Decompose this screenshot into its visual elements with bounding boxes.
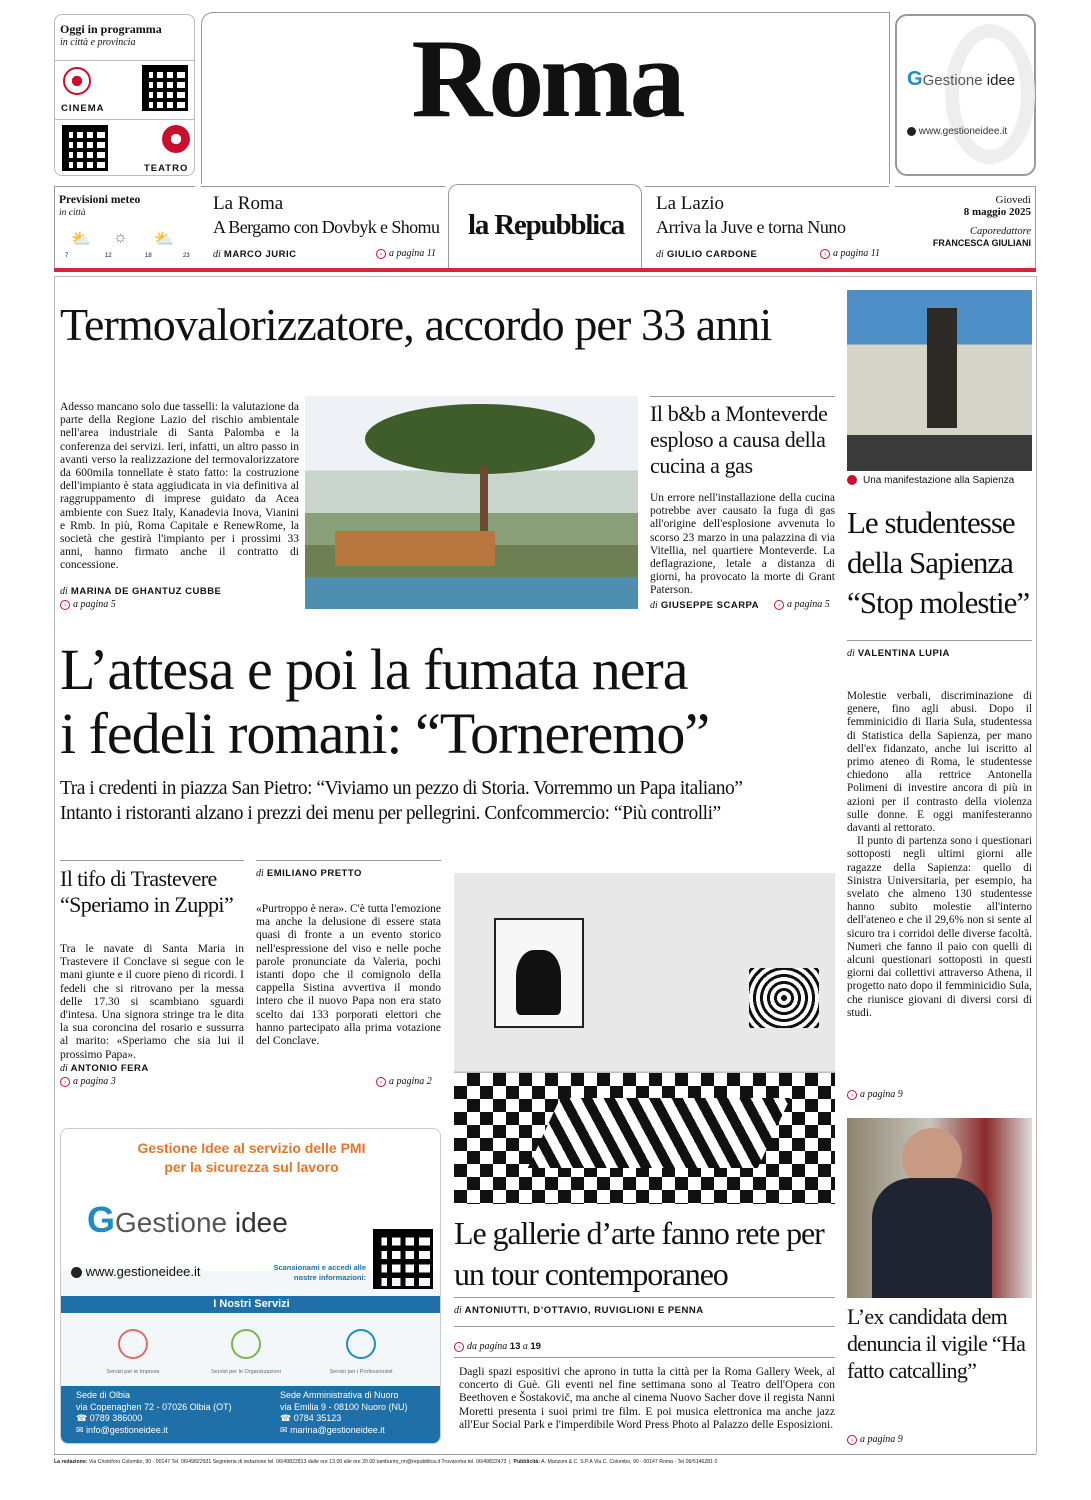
ad-bottom-servizi: I Nostri Servizi (61, 1296, 441, 1313)
programma-subtitle: in città e provincia (60, 37, 136, 48)
teatro-label[interactable]: TEATRO (144, 163, 189, 174)
dateline-editor: FRANCESCA GIULIANI (932, 238, 1031, 248)
meteo-hour: 7 (65, 253, 69, 259)
servizio-organizzazioni[interactable]: Servizi per le Organizzazioni (211, 1369, 281, 1375)
strip-roma-headline: A Bergamo con Dovbyk e Shomu (213, 217, 440, 237)
ad-watermark-shape (945, 24, 1035, 164)
rule (847, 640, 1032, 641)
ad-bottom-qr[interactable] (373, 1229, 433, 1289)
rule (454, 1357, 835, 1358)
uniform-shape (872, 1178, 992, 1298)
bnb-byline: di GIUSEPPE SCARPA (650, 600, 760, 611)
ad-top-url[interactable]: www.gestioneidee.it (907, 126, 1007, 137)
vigile-headline[interactable]: L’ex candidata dem denuncia il vigile “Ha fatto catcalling” (847, 1304, 1026, 1383)
silhouette-shape (516, 950, 561, 1015)
gallerie-headline[interactable]: Le gallerie d’arte fanno rete per un tour contemporaneo (454, 1215, 824, 1292)
meteo-hour: 23 (183, 253, 190, 259)
fumata-headline-1[interactable]: L’attesa e poi la fumata nera (60, 637, 688, 702)
lead-headline[interactable]: Termovalorizzatore, accordo per 33 anni (60, 299, 772, 350)
frame-right (1036, 276, 1037, 1454)
rule (54, 1454, 1036, 1455)
strip-lazio[interactable] (645, 186, 889, 268)
vigile-photo (847, 1118, 1032, 1298)
gallerie-body: Dagli spazi espositivi che aprono in tutta la città per la Roma Gallery Week, al concerto di Guè. Gli eventi nel fine settimana sono al Teatro dell'Opera con Beethoven e Šostakovič, ma anche al cinema Nuovo Sacher dove il regista Nanni Moretti presenta i suoi primi tre film. E poi musica elettronica ma anche jazz all'Eur Social Park e l'imperdibile Word Press Photo al Palazzo delle Esposizioni. (459, 1366, 835, 1431)
building-shape (335, 531, 495, 566)
masthead (201, 12, 890, 184)
trastevere-headline[interactable]: Il tifo di Trastevere “Speriamo in Zuppi” (60, 866, 234, 917)
vigile-ref[interactable]: › a pagina 9 (847, 1434, 903, 1445)
bnb-body: Un errore nell'installazione della cucina potrebbe aver causato la fuga di gas all'origine dell'esplosione avvenuta lo scorso 23 marzo in una palazzina di via Vitellia, nel quartiere Monteverde. La deflagrazione, letale a distanza di giorni, ha provocato la morte di Grant Paterson. (650, 492, 835, 597)
meteo-subtitle: in città (59, 208, 86, 218)
lead-byline: di MARINA DE GHANTUZ CUBBE (60, 586, 222, 597)
gallerie-byline: di ANTONIUTTI, D’OTTAVIO, RUVIGLIONI E PENNA (454, 1305, 704, 1316)
footer: La redazione: Via Cristoforo Colombo, 90 - 00147 Tel. 06/49822931 Segreteria di redazione tel. 06/49822813 dalle ore 13.00 alle ore 20.00 tamburini_rm@repubblica.it Trovaroma tel. 06/49822473 | Pubblicità: A. Manzoni & C. S.P.A Via C. Colombo, 90 - 00147 Roma - Tel 06/5146281 0 (54, 1459, 718, 1465)
ad-bottom-url[interactable]: www.gestioneidee.it (71, 1264, 201, 1279)
trastevere-body: Tra le navate di Santa Maria in Trastevere il Conclave si segue con le mani giunte e il cuore pieno di ricordi. I fedeli che si ritrovano per la messa delle 17.30 si scambiano sguardi d'intesa. Una signora stringe tra le dita la sua coroncina del rosario e sussurra al marito: «Speriamo che sia lui il prossimo Papa». (60, 943, 244, 1061)
meteo-hour: 18 (145, 253, 152, 259)
camera-icon (847, 475, 857, 485)
artwork-right (749, 968, 819, 1028)
arrow-icon: › (820, 249, 830, 259)
imprese-icon (118, 1329, 148, 1359)
organizzazioni-icon (231, 1329, 261, 1359)
rule (454, 1297, 835, 1298)
gallerie-ref[interactable]: › da pagina 13 a 19 (454, 1341, 541, 1352)
ad-bottom-scan: Scansionami e accedi alle nostre informazioni: (273, 1263, 366, 1282)
masthead-title: Roma (411, 17, 682, 141)
servizio-professionisti[interactable]: Servizi per i Professionisti (329, 1369, 393, 1375)
strip-roma-kicker: La Roma (213, 193, 284, 214)
phone-icon: ☎ (76, 1413, 88, 1423)
cloud-sun-icon: ⛅ (154, 231, 174, 248)
lead-ref[interactable]: › a pagina 5 (60, 599, 116, 610)
meteo-title: Previsioni meteo (59, 194, 141, 206)
cinema-qr[interactable] (142, 65, 188, 111)
floor-artwork (528, 1098, 791, 1168)
arrow-icon: › (454, 1342, 464, 1352)
ad-top-brand: GGestione idee (907, 68, 1016, 90)
frame-left (54, 276, 55, 1454)
artwork-left (494, 918, 584, 1028)
fumata-sub-2: Intanto i ristoranti alzano i prezzi dei menu per pellegrini. Confcommercio: “Più controlli” (60, 803, 721, 824)
sapienza-body: Molestie verbali, discriminazione di genere, fino agli abusi. Dopo il femminicidio di Ilaria Sula, studentessa di Statistica della Sapienza, per mano dell'ex fidanzato, anche lui iscritto al primo ateneo di Roma, le studentesse chiedono alla rettrice Antonella Polimeni di investire ancora di più in azioni per il contrasto della violenza sulle donne. E oggi manifesteranno davanti al rettorato. Il punto di partenza sono i questionari sottoposti negli ultimi giorni alle ragazze della Sapienza: quello di Sinistra Universitaria, per esempio, ha svelato che almeno 130 studentesse hanno subito molestie all'interno dell'ateneo e che il 29,6% non si sente al sicuro tra i corridoi delle diverse facoltà. Numeri che fanno il paio con quelli di alcuni questionari sottoposti in questi giorni dai collettivi attraverso Athena, il progetto nato dopo il femminicidio Sula, che riunisce giovani di diversi corsi di studi. (847, 690, 1032, 1019)
arrow-icon: › (847, 1435, 857, 1445)
cinema-label[interactable]: CINEMA (61, 103, 105, 114)
meteo-box (54, 186, 195, 268)
mail-icon: ✉ (76, 1424, 84, 1435)
strip-roma-ref[interactable]: › a pagina 11 (376, 248, 436, 259)
trastevere-ref[interactable]: › a pagina 3 (60, 1076, 116, 1087)
professionisti-icon (346, 1329, 376, 1359)
rule (60, 860, 244, 861)
cinema-icon (63, 67, 91, 95)
sapienza-byline: di VALENTINA LUPIA (847, 648, 950, 659)
gi-logo-icon: G (87, 1199, 116, 1240)
frame-top (54, 276, 1036, 277)
pretto-ref[interactable]: › a pagina 2 (376, 1076, 432, 1087)
dateline-date: 8 maggio 2025 (963, 206, 1031, 218)
strip-lazio-byline: di GIULIO CARDONE (656, 249, 758, 260)
sede-nuoro: Sede Amministrativa di Nuoro via Emilia 9 - 08100 Nuoro (NU) ☎ 0784 35123 ✉ marina@gestioneidee.it (280, 1390, 408, 1435)
fumata-headline-2[interactable]: i fedeli romani: “Torneremo” (60, 701, 710, 766)
ad-top[interactable] (895, 14, 1036, 176)
globe-icon (71, 1267, 82, 1278)
rule (650, 396, 835, 397)
meteo-hour: 12 (105, 253, 112, 259)
arrow-icon: › (60, 600, 70, 610)
strip-roma[interactable] (201, 186, 445, 268)
strip-roma-byline: di MARCO JURIC (213, 249, 297, 260)
globe-icon (907, 127, 916, 136)
mail-icon: ✉ (280, 1424, 288, 1435)
arrow-icon: › (774, 600, 784, 610)
sede-olbia: Sede di Olbia via Copenaghen 72 - 07026 Olbia (OT) ☎ 0789 386000 ✉ info@gestioneidee.it (76, 1390, 232, 1435)
sun-icon: ☼ (113, 229, 128, 246)
cloud-sun-icon: ⛅ (71, 231, 91, 248)
bnb-headline[interactable]: Il b&b a Monteverde esploso a causa della cucina a gas (650, 401, 828, 478)
sapienza-ref[interactable]: › a pagina 9 (847, 1089, 903, 1100)
teatro-qr[interactable] (62, 125, 108, 171)
programma-box (54, 14, 195, 176)
strip-lazio-kicker: La Lazio (656, 193, 725, 214)
ad-bottom-contacts (61, 1386, 441, 1444)
lead-body: Adesso mancano solo due tasselli: la valutazione da parte della Regione Lazio del rischio ambientale nell'area industriale di Santa Palomba e la conferenza dei servizi. Ieri, infatti, un altro passo in avanti verso la realizzazione del termovalorizzatore da 600mila tonnellate è stato fatto: la costruzione dell'impianto è stata aggiudicata in via definitiva al raggruppamento di imprese guidato da Acea ambiente con Suez Italy, Kanadevia Inova, Vianini e Rmb. In più, Roma Capitale e RenewRome, la società che gestirà l'impianto per i prossimi 33 anni, hanno firmato anche il contratto di concessione. (60, 401, 299, 572)
repubblica-logo-box (448, 184, 642, 270)
statue-shape (927, 308, 957, 428)
rule (454, 1326, 835, 1327)
arrow-icon: › (376, 1077, 386, 1087)
bnb-ref[interactable]: › a pagina 5 (774, 599, 830, 610)
repubblica-logo: la Repubblica (467, 209, 625, 241)
plant-photo (305, 396, 638, 609)
sapienza-headline[interactable]: Le studentesse della Sapienza “Stop molestie” (847, 505, 1030, 620)
pine-canopy (365, 404, 595, 474)
pretto-byline: di EMILIANO PRETTO (256, 868, 362, 879)
trastevere-byline: di ANTONIO FERA (60, 1063, 149, 1074)
rule (256, 860, 441, 861)
dateline (895, 186, 1036, 268)
ad-bottom-tagline: Gestione Idee al servizio delle PMI per la sicurezza sul lavoro (137, 1140, 366, 1175)
sapienza-photo (847, 290, 1032, 471)
phone-icon: ☎ (280, 1413, 292, 1423)
teatro-icon (162, 125, 190, 153)
fumata-sub-1: Tra i credenti in piazza San Pietro: “Viviamo un pezzo di Storia. Vorremmo un Papa italiano” (60, 778, 743, 799)
crowd-shape (847, 435, 1032, 471)
sapienza-caption: Una manifestazione alla Sapienza (847, 475, 1014, 486)
gi-logo-icon: G (907, 68, 923, 90)
arrow-icon: › (60, 1077, 70, 1087)
servizio-imprese[interactable]: Servizi per le Imprese (106, 1369, 160, 1375)
pretto-body: «Purtroppo è nera». C'è tutta l'emozione ma anche la delusione di essere stata quasi di fronte a un evento storico nell'espressione del viso e nelle poche parole pronunciate da Valeria, pochi istanti dopo che il comignolo della cappella Sistina avvertiva il mondo intero che il nuovo Papa non era stato scelto dai 133 porporati elettori che hanno partecipato alla prima votazione del Conclave. (256, 903, 441, 1048)
arrow-icon: › (847, 1090, 857, 1100)
dateline-role: Caporedattore (969, 226, 1031, 237)
gallery-photo (454, 873, 835, 1204)
arrow-icon: › (376, 249, 386, 259)
ad-bottom-brand: GGestione idee (87, 1199, 288, 1240)
strip-lazio-ref[interactable]: › a pagina 11 (820, 248, 880, 259)
strip-lazio-headline: Arriva la Juve e torna Nuno (656, 217, 846, 237)
programma-title: Oggi in programma (60, 22, 162, 36)
red-rule (54, 268, 1036, 272)
dateline-day: Giovedì (995, 194, 1031, 206)
ad-bottom[interactable] (60, 1128, 441, 1444)
